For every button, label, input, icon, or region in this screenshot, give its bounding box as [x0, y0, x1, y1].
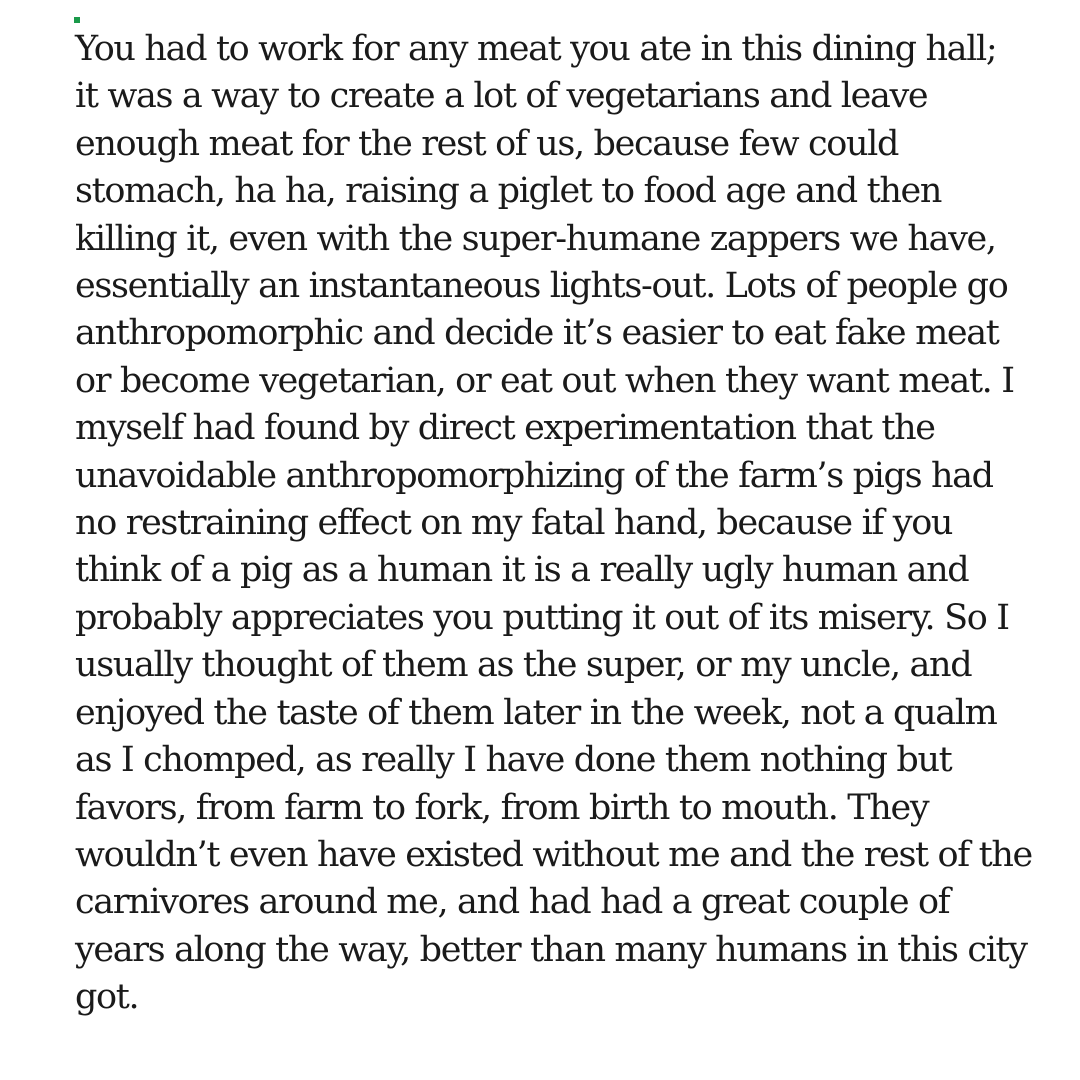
text-line: You had to work for any meat you ate in this dining hall; — [75, 29, 997, 69]
text-line: favors, from farm to fork, from birth to mouth. They — [75, 787, 929, 828]
text-line: years along the way, better than many humans in this city — [75, 929, 1027, 970]
text-line: it was a way to create a lot of vegetarians and leave — [75, 76, 928, 117]
text-line: anthropomorphic and decide it’s easier to eat fake meat — [75, 313, 999, 354]
text-line: probably appreciates you putting it out of its misery. So I — [75, 597, 1009, 638]
location-marker-icon — [74, 17, 80, 23]
text-line: no restraining effect on my fatal hand, because if you — [75, 503, 953, 544]
text-line: essentially an instantaneous lights-out. Lots of people go — [75, 266, 1008, 307]
text-line: myself had found by direct experimentation that the — [75, 408, 935, 449]
text-line: wouldn’t even have existed without me and the rest of the — [75, 834, 1032, 875]
text-line: usually thought of them as the super, or my uncle, and — [75, 645, 972, 686]
text-line: unavoidable anthropomorphizing of the farm’s pigs had — [75, 455, 993, 496]
text-line: stomach, ha ha, raising a piglet to food age and then — [75, 171, 942, 212]
text-line: enough meat for the rest of us, because few could — [75, 123, 899, 164]
text-line: got. — [75, 977, 139, 1018]
text-line: or become vegetarian, or eat out when they want meat. I — [75, 360, 1014, 401]
text-line: think of a pig as a human it is a really ugly human and — [75, 550, 969, 591]
text-line: carnivores around me, and had had a great couple of — [75, 882, 950, 923]
text-line: killing it, even with the super-humane zappers we have, — [75, 218, 996, 259]
body-paragraph — [75, 26, 1075, 1022]
text-line: as I chomped, as really I have done them nothing but — [75, 740, 952, 781]
text-line: enjoyed the taste of them later in the week, not a qualm — [75, 692, 997, 733]
